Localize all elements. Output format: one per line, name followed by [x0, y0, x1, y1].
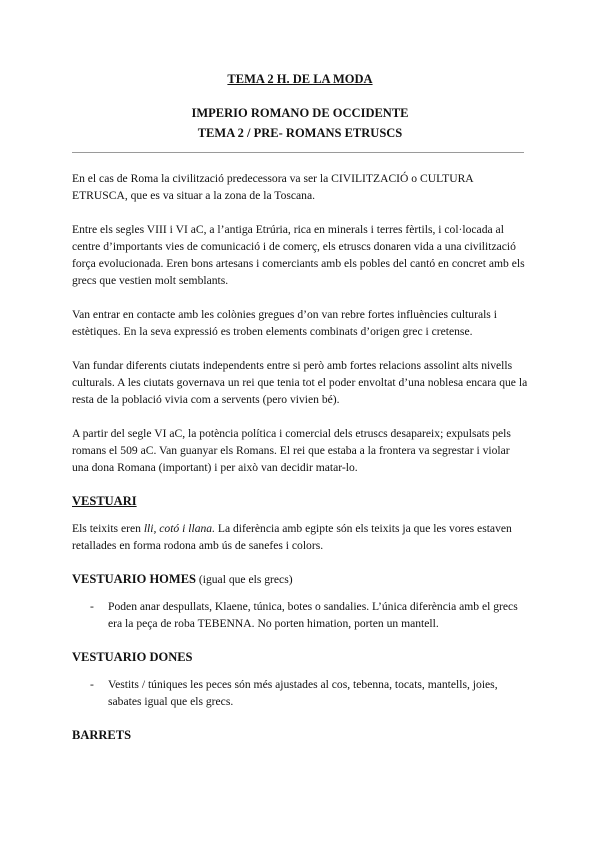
- vestuari-text-before: Els teixits eren: [72, 522, 144, 535]
- list-item-dones: [72, 676, 528, 710]
- paragraph-cities: Van fundar diferents ciutats independents entre si però amb fortes relacions assolint alts nivells culturals. A les ciutats governava un rei que tenia tot el poder envoltat d’una noblesa encara que la resta de la població vivia com a servents (pero vivien bé).: [72, 359, 528, 406]
- document-title: TEMA 2 H. DE LA MODA: [227, 72, 373, 86]
- paragraph-greek-contact: Van entrar en contacte amb les colònies gregues d’on van rebre fortes influències culturals i estètiques. En la seva expressió es troben elements combinats d’origen grec i cretense.: [72, 308, 497, 338]
- section-heading-barrets: BARRETS: [72, 728, 132, 742]
- list-item-text: Poden anar despullats, Klaene, túnica, botes o sandalies. L’única diferència amb el grecs era la peça de roba TEBENNA. No porten himation, porten un mantell.: [108, 600, 518, 630]
- section-heading-dones: VESTUARIO DONES: [72, 650, 193, 664]
- list-bullet-dash: -: [90, 600, 94, 613]
- document-subtitle-1: IMPERIO ROMANO DE OCCIDENTE: [191, 106, 409, 120]
- paragraph-intro: En el cas de Roma la civilització predecessora va ser la CIVILITZACIÓ o CULTURA ETRUSCA, que es va situar a la zona de la Toscana.: [72, 172, 474, 202]
- vestuari-text-after: La diferència amb egipte són els teixits ja que les vores estaven retallades en forma rodona amb ús de sanefes i colors.: [72, 522, 512, 552]
- homes-heading-note: (igual que els grecs): [195, 573, 293, 586]
- document-subtitle-2: TEMA 2 / PRE- ROMANS ETRUSCS: [197, 126, 403, 140]
- paragraph-etruria: Entre els segles VIII i VI aC, a l’antiga Etrúria, rica en minerals i terres fèrtils, i col·locada al centre d’importants vies de comunicació i de comerç, els etruscs donaren vida a una civilització força evolucionada. Eren bons artesans i comerciants amb els pobles del cantó en concret amb els grecs que vestien molt semblants.: [72, 223, 525, 287]
- list-bullet-dash: -: [90, 678, 94, 691]
- section-heading-vestuari: VESTUARI: [72, 494, 137, 508]
- vestuari-fabrics: lli, cotó i llana.: [143, 522, 215, 535]
- homes-heading-label: VESTUARIO HOMES: [72, 572, 196, 586]
- paragraph-vestuari: [72, 520, 528, 554]
- list-item-text: Vestits / túniques les peces són més ajustades al cos, tebenna, tocats, mantells, joies, sabates igual que els grecs.: [108, 678, 498, 708]
- paragraph-decline: A partir del segle VI aC, la potència política i comercial dels etruscs desapareix; expulsats pels romans el 509 aC. Van guanyar els Romans. El rei que estaba a la frontera va segrestar i violar una dona Romana (important) i per això van decidir matar-lo.: [72, 427, 511, 474]
- section-heading-homes: [72, 571, 528, 588]
- document-body: [72, 170, 528, 754]
- list-item-homes: [72, 598, 528, 632]
- horizontal-divider: [72, 152, 524, 153]
